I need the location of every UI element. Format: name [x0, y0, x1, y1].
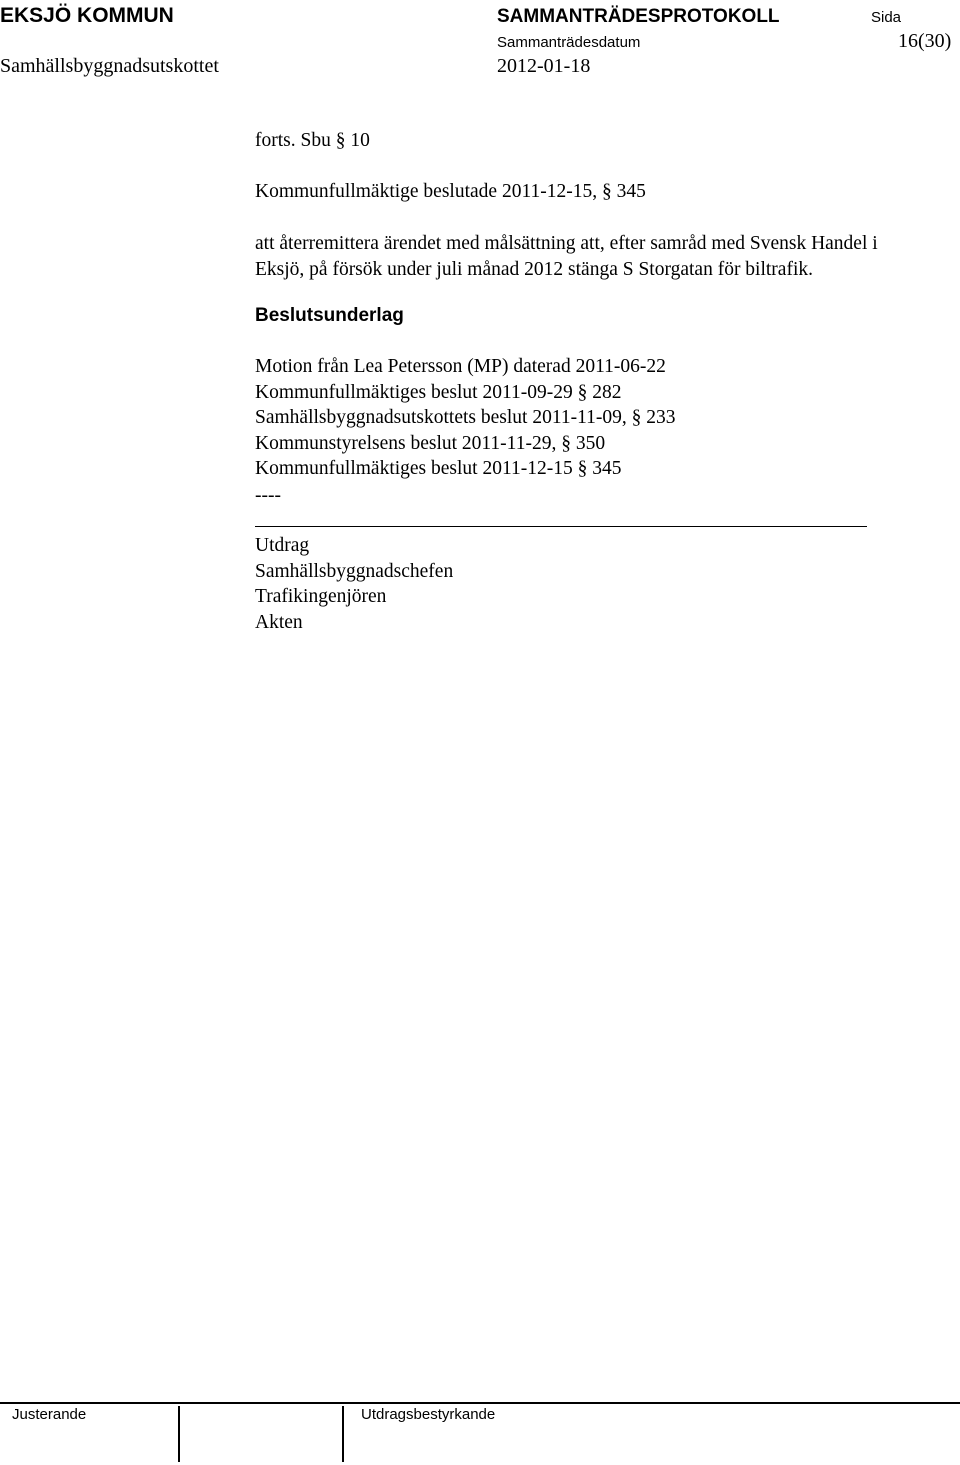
basis-item: Kommunstyrelsens beslut 2011-11-29, § 350: [255, 432, 606, 454]
decision-text-line: att återremittera ärendet med målsättning att, efter samråd med Svensk Handel i: [255, 233, 878, 254]
basis-item: Kommunfullmäktiges beslut 2011-09-29 § 282: [255, 381, 622, 403]
basis-item: Kommunfullmäktiges beslut 2011-12-15 § 345: [255, 458, 622, 479]
separator-dashes: ----: [255, 485, 281, 506]
distribution-item: Samhällsbyggnadschefen: [255, 560, 454, 582]
basis-item: Samhällsbyggnadsutskottets beslut 2011-11-09, § 233: [255, 407, 676, 428]
organization-name: EKSJÖ KOMMUN: [0, 4, 174, 27]
footer-signature-divider: [342, 1406, 344, 1462]
basis-item: Motion från Lea Petersson (MP) daterad 2011-06-22: [255, 356, 666, 377]
page-number: 16(30): [898, 30, 952, 52]
distribution-item: Utdrag: [255, 535, 310, 556]
basis-list: [255, 354, 676, 482]
footer-utdragsbestyrkande-label: Utdragsbestyrkande: [361, 1406, 496, 1423]
section-reference: forts. Sbu § 10: [255, 130, 370, 151]
distribution-list: [255, 533, 453, 635]
page-label: Sida: [871, 9, 902, 26]
council-decision-line: Kommunfullmäktige beslutade 2011-12-15, § 345: [255, 181, 646, 202]
document-type-title: SAMMANTRÄDESPROTOKOLL: [497, 6, 780, 27]
basis-heading: Beslutsunderlag: [255, 305, 404, 326]
meeting-date: 2012-01-18: [497, 55, 591, 77]
footer-justerande-label: Justerande: [12, 1406, 87, 1423]
meeting-date-label: Sammanträdesdatum: [497, 34, 641, 51]
department-name: Samhällsbyggnadsutskottet: [0, 55, 219, 77]
footer-signature-divider: [178, 1406, 180, 1462]
decision-text-line: Eksjö, på försök under juli månad 2012 stänga S Storgatan för biltrafik.: [255, 258, 813, 280]
separator-line: [255, 526, 867, 527]
footer-rule: [0, 1402, 960, 1404]
distribution-item: Akten: [255, 611, 303, 633]
distribution-item: Trafikingenjören: [255, 586, 387, 607]
decision-text: [255, 231, 878, 282]
